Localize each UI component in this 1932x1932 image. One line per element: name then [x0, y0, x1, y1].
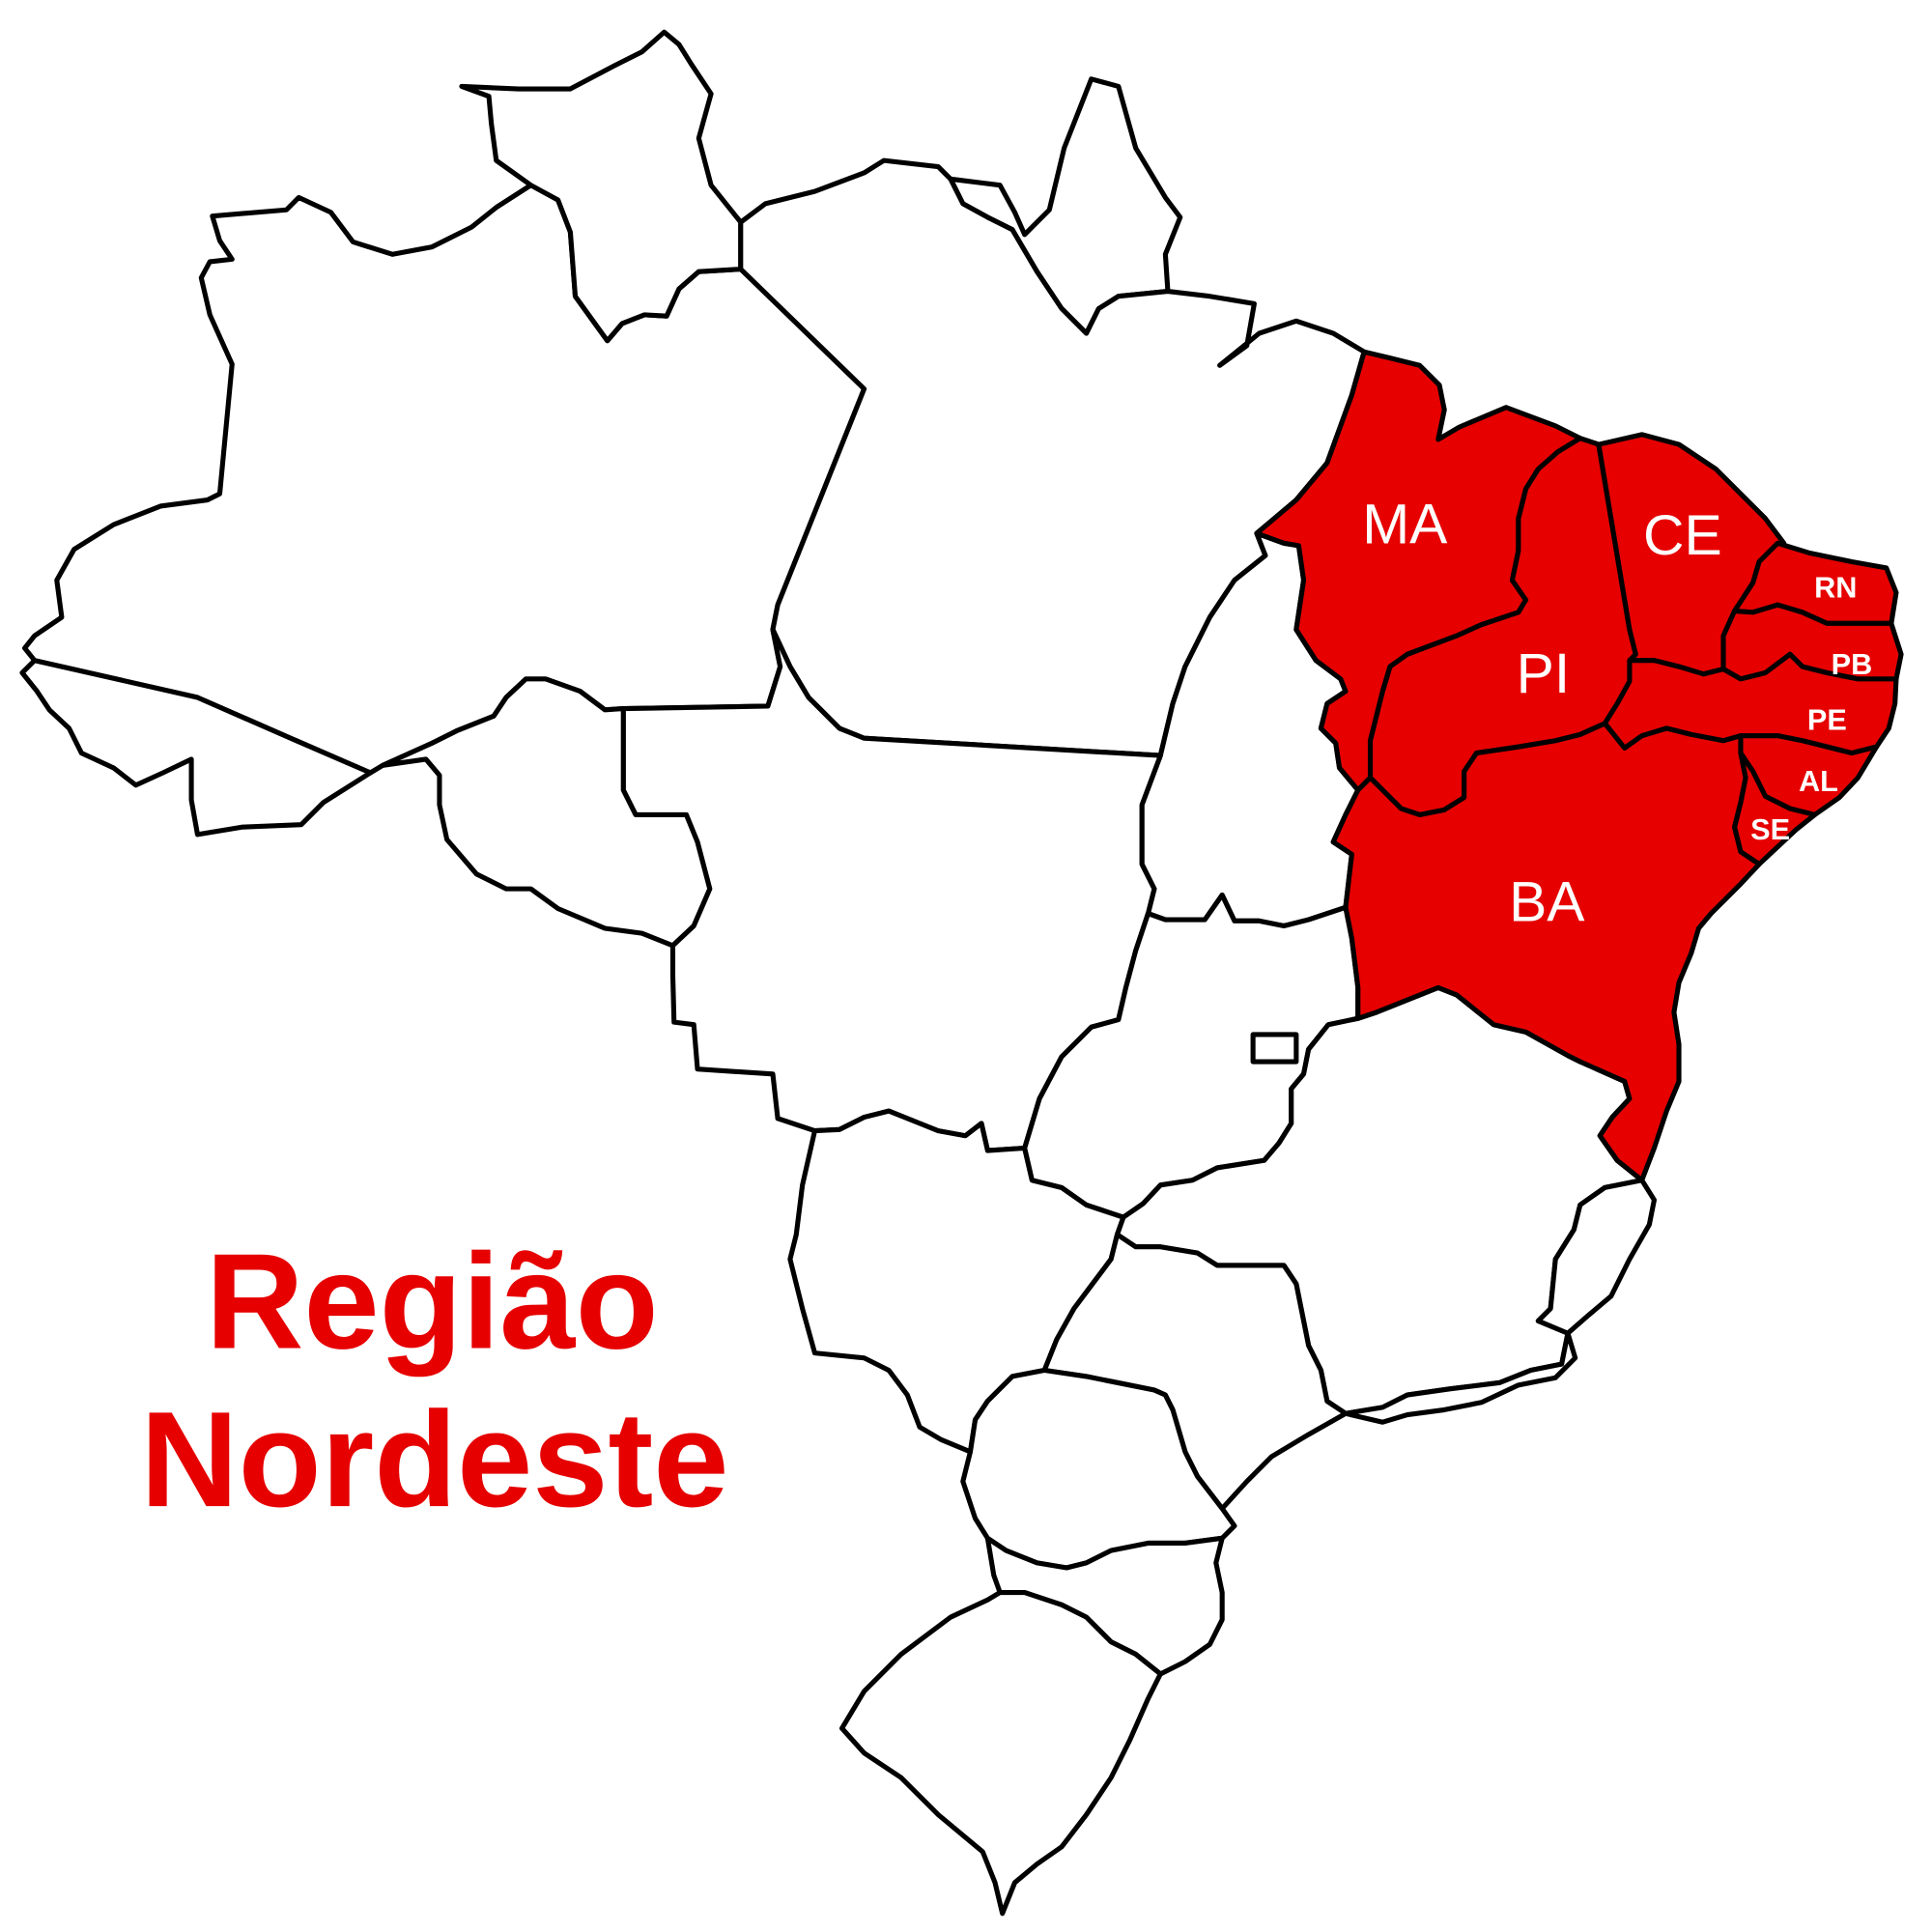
map-title — [140, 1226, 728, 1536]
label-ma: MA — [1362, 493, 1448, 556]
label-pb: PB — [1831, 647, 1873, 681]
label-pe: PE — [1806, 703, 1847, 737]
label-se: SE — [1750, 813, 1791, 847]
label-ba: BA — [1509, 870, 1585, 934]
label-al: AL — [1798, 765, 1838, 799]
title-line-1: Região — [205, 1225, 659, 1378]
label-rn: RN — [1814, 571, 1858, 605]
label-ce: CE — [1643, 503, 1722, 567]
title-line-2: Nordeste — [140, 1383, 729, 1536]
state-distrito-federal — [1253, 1035, 1296, 1062]
label-pi: PI — [1516, 641, 1571, 705]
state-rio-grande-do-sul — [842, 1593, 1161, 1914]
